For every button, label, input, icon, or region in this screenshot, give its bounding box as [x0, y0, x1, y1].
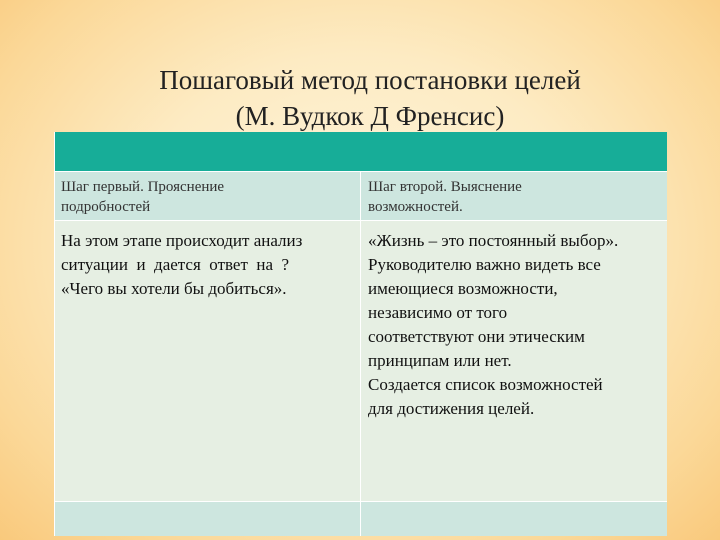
step-one-title-line-2: подробностей	[61, 199, 151, 215]
step-one-title-line-1: Шаг первый. Прояснение	[61, 179, 225, 195]
step-two-title-cell	[368, 177, 658, 217]
step-one-description-line-1: На этом этапе происходит анализ	[61, 231, 303, 250]
step-two-description-line: принципам или нет.	[368, 351, 512, 370]
column-divider	[360, 171, 361, 536]
step-one-description-line-2: ситуации и дается ответ на ?	[61, 255, 290, 274]
step-two-title-line-1: Шаг второй. Выяснение	[368, 179, 522, 195]
slide-title	[0, 62, 720, 134]
step-two-description-line: независимо от того	[368, 303, 508, 322]
step-one-title-cell	[61, 177, 351, 217]
steps-table	[54, 132, 666, 536]
step-two-title-line-2: возможностей.	[368, 199, 463, 215]
step-two-description-line: Создается список возможностей	[368, 375, 603, 394]
step-two-description-line: имеющиеся возможности,	[368, 279, 558, 298]
table-row-empty	[55, 501, 667, 536]
step-one-description-cell	[61, 229, 357, 301]
step-two-description-line: соответствуют они этическим	[368, 327, 585, 346]
step-one-description-line-3: «Чего вы хотели бы добиться».	[61, 279, 287, 298]
table-header-band	[55, 132, 667, 171]
title-line-2: (М. Вудкок Д Френсис)	[235, 101, 505, 131]
step-two-description-line: для достижения целей.	[368, 399, 535, 418]
step-two-description-cell	[368, 229, 666, 421]
title-line-1: Пошаговый метод постановки целей	[159, 65, 581, 95]
step-two-description-line: Руководителю важно видеть все	[368, 255, 601, 274]
step-two-description-line: «Жизнь – это постоянный выбор».	[368, 231, 619, 250]
